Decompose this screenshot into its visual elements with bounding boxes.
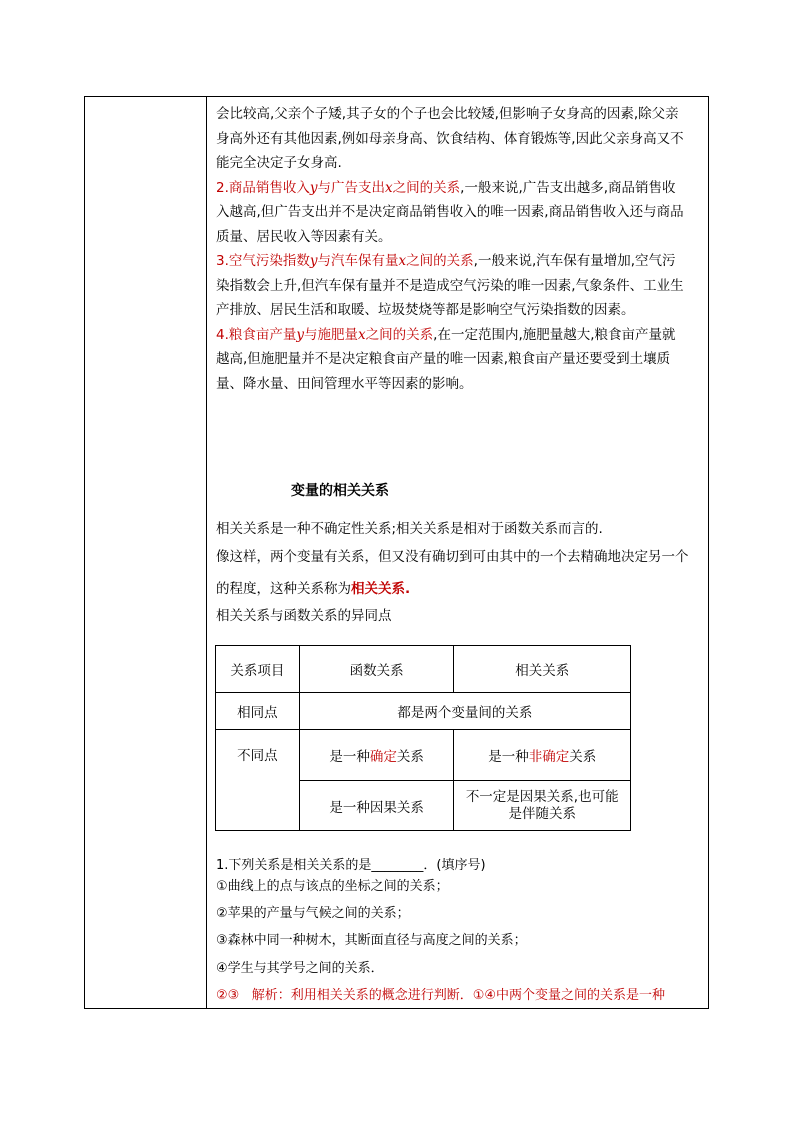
table-row-same [216,693,631,730]
diff-function-2: 是一种因果关系 [299,781,454,831]
definition-line-1: 相关关系是一种不确定性关系;相关关系是相对于函数关系而言的. [216,521,603,537]
example-3-line-1: 3.空气污染指数y与汽车保有量x之间的关系,一般来说,汽车保有量增加,空气污 [216,253,676,269]
term-correlation: 相关关系. [351,581,411,597]
example-3-line-3: 产排放、居民生活和取暖、垃圾焚烧等都是影响空气污染指数的因素。 [216,302,635,318]
question-answer-line [216,984,665,1003]
same-label: 相同点 [216,693,300,730]
column-divider [206,96,207,1009]
answer: ②③ [216,988,240,1003]
intro-line-3: 能完全决定子女身高. [216,155,342,171]
content-cell [216,102,702,1003]
diff-correlation-1: 是一种非确定关系 [454,730,631,781]
question-option-3: ③森林中同一种树木，其断面直径与高度之间的关系； [216,933,527,948]
definition-line-4: 相关关系与函数关系的异同点 [216,608,392,624]
diff-correlation-2: 不一定是因果关系,也可能 是伴随关系 [454,781,631,831]
example-4-line-3: 量、降水量、田间管理水平等因素的影响。 [216,375,473,392]
header-item: 关系项目 [216,646,300,693]
example-2-line-3: 质量、居民收入等因素有关。 [216,228,392,245]
example-4-line-2: 越高,但施肥量并不是决定粮食亩产量的唯一因素,粮食亩产量还要受到土壤质 [216,351,671,367]
intro-line-2: 身高外还有其他因素,例如母亲身高、饮食结构、体育锻炼等,因此父亲身高又不 [216,130,684,147]
example-2-line-1: 2.商品销售收入y与广告支出x之间的关系,一般来说,广告支出越多,商品销售收 [216,179,676,196]
section-title: 变量的相关关系 [291,483,389,499]
question-option-1: ①曲线上的点与该点的坐标之间的关系； [216,879,449,894]
table-row-diff-1 [216,730,631,781]
definition-line-3: 的程度，这种关系称为相关关系. [216,581,411,597]
intro-line-1: 会比较高,父亲个子矮,其子女的个子也会比较矮,但影响子女身高的因素,除父亲 [216,106,679,122]
header-correlation: 相关关系 [454,646,631,693]
definition-line-2: 像这样，两个变量有关系，但又没有确切到可由其中的一个去精确地决定另一个 [216,549,689,565]
header-function: 函数关系 [299,646,454,693]
question-stem: 1.下列关系是相关关系的是________．(填序号) [216,858,486,873]
table-header-row [216,646,631,693]
example-4-line-1: 4.粮食亩产量y与施肥量x之间的关系,在一定范围内,施肥量越大,粮食亩产量就 [216,326,676,343]
example-2-line-2: 入越高,但广告支出并不是决定商品销售收入的唯一因素,商品销售收入还与商品 [216,204,684,220]
example-3-line-2: 染指数会上升,但汽车保有量并不是造成空气污染的唯一因素,气象条件、工业生 [216,277,684,294]
same-value: 都是两个变量间的关系 [299,693,630,730]
question-option-2: ②苹果的产量与气候之间的关系； [216,906,410,921]
diff-function-1: 是一种确定关系 [299,730,454,781]
analysis: 解析：利用相关关系的概念进行判断．①④中两个变量之间的关系是一种 [251,988,666,1003]
diff-label: 不同点 [216,730,300,831]
comparison-table [215,645,631,831]
question-option-4: ④学生与其学号之间的关系． [216,961,384,976]
